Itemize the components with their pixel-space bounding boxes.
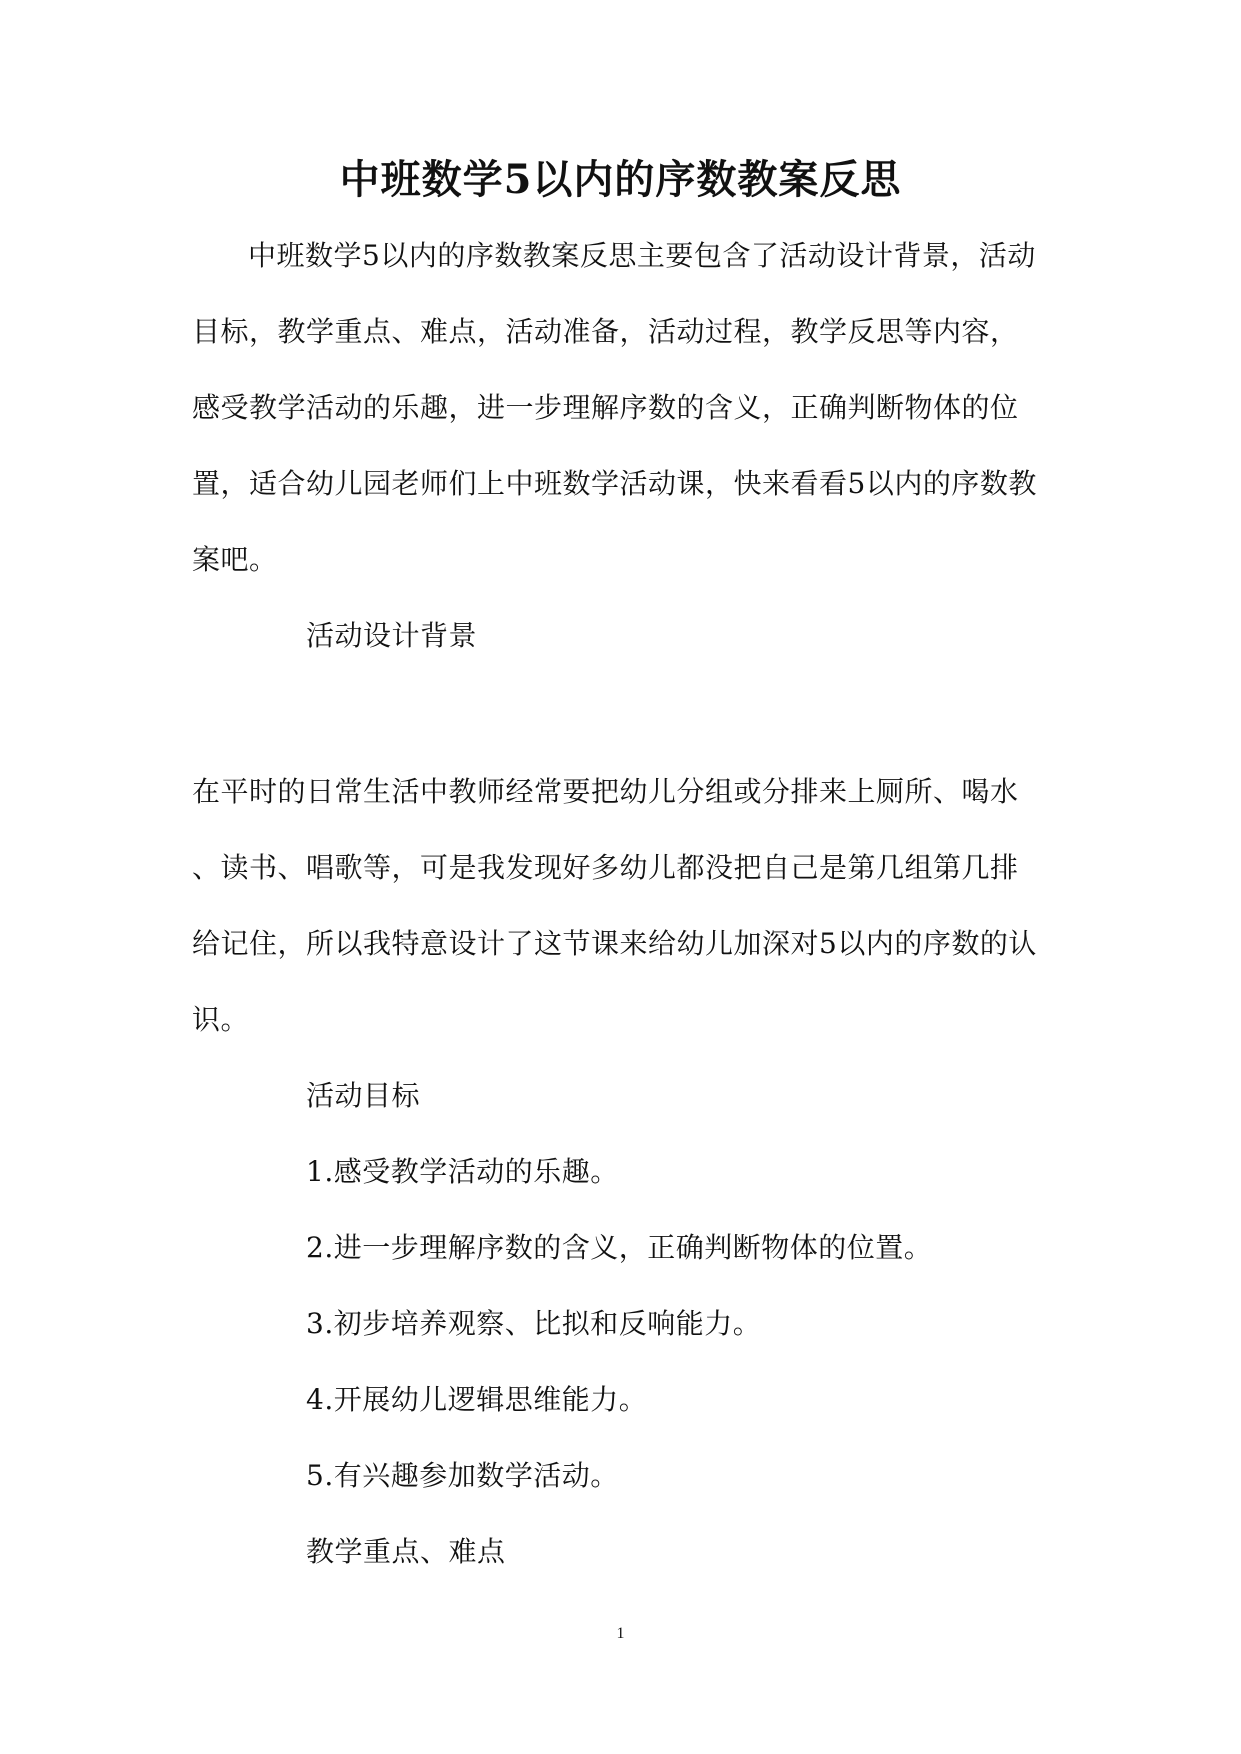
document-title: 中班数学5以内的序数教案反思 — [339, 156, 902, 203]
intro-line: 中班数学5以内的序数教案反思主要包含了活动设计背景，活动 — [248, 239, 1036, 272]
background-line: 、读书、唱歌等，可是我发现好多幼儿都没把自己是第几组第几排 — [192, 851, 1019, 884]
intro-line: 案吧。 — [192, 543, 278, 576]
section-heading-key-points: 教学重点、难点 — [306, 1535, 506, 1568]
intro-line: 置，适合幼儿园老师们上中班数学活动课，快来看看5以内的序数教 — [192, 467, 1037, 500]
background-line: 识。 — [192, 1003, 250, 1036]
background-line: 给记住，所以我特意设计了这节课来给幼儿加深对5以内的序数的认 — [192, 927, 1037, 960]
goal-item: 5.有兴趣参加数学活动。 — [306, 1459, 619, 1492]
goal-item: 3.初步培养观察、比拟和反响能力。 — [306, 1307, 762, 1340]
goal-item: 2.进一步理解序数的含义，正确判断物体的位置。 — [306, 1231, 933, 1264]
page-number: 1 — [616, 1625, 625, 1642]
section-heading-goals: 活动目标 — [306, 1079, 421, 1112]
intro-line: 感受教学活动的乐趣，进一步理解序数的含义，正确判断物体的位 — [192, 391, 1019, 424]
section-heading-background: 活动设计背景 — [306, 619, 478, 652]
goal-item: 4.开展幼儿逻辑思维能力。 — [306, 1383, 648, 1416]
goal-item: 1.感受教学活动的乐趣。 — [306, 1155, 619, 1188]
intro-line: 目标，教学重点、难点，活动准备，活动过程，教学反思等内容， — [192, 315, 1019, 348]
background-line: 在平时的日常生活中教师经常要把幼儿分组或分排来上厕所、喝水 — [192, 775, 1019, 808]
